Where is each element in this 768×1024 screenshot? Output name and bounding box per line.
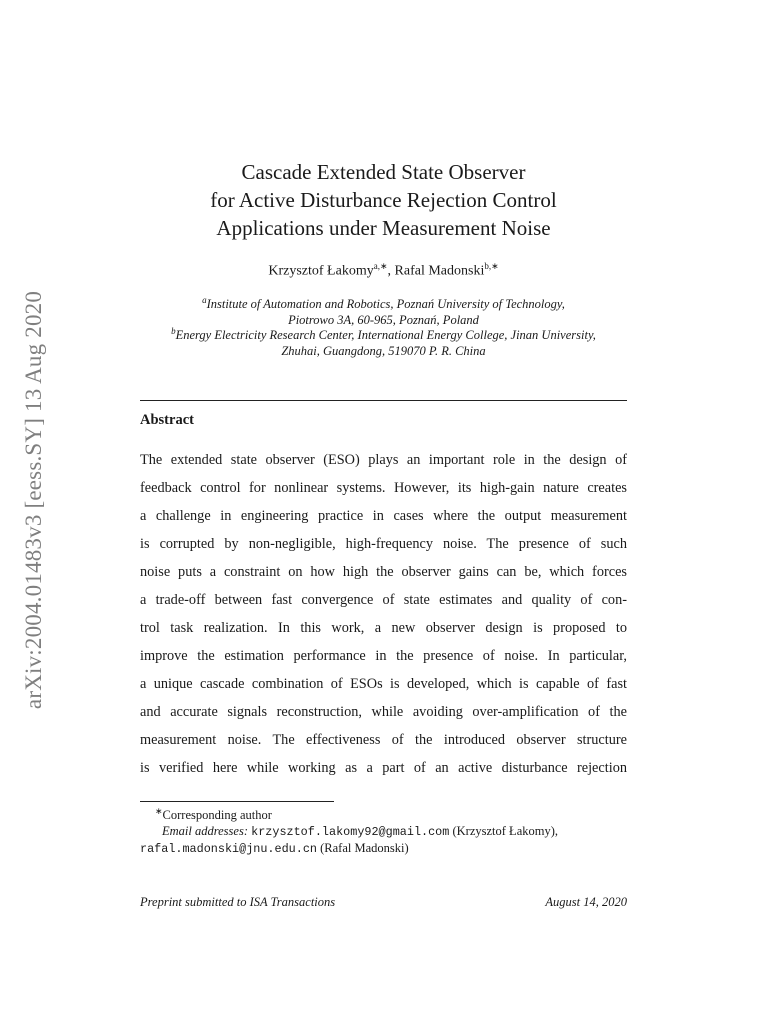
abstract-line: is verified here while working as a part of an active disturbance rejection (140, 760, 627, 776)
title-line-3: Applications under Measurement Noise (216, 216, 551, 240)
horizontal-rule (140, 400, 627, 401)
affiliation-mark: b (171, 326, 176, 336)
abstract-body (140, 446, 627, 782)
abstract-heading: Abstract (140, 412, 194, 428)
footnote (140, 803, 627, 857)
author-name: Rafal Madonski (394, 263, 485, 279)
abstract-line: noise puts a constraint on how high the observer gains can be, which forces (140, 564, 627, 580)
author-separator: , (387, 263, 395, 279)
email-owner: (Krzysztof Łakomy), (452, 824, 559, 839)
abstract-line: improve the estimation performance in the presence of noise. In particular, (140, 648, 627, 664)
footnote-rule (140, 801, 334, 802)
footnote-mark: ∗ (155, 806, 163, 816)
email-label: Email addresses: (162, 824, 248, 839)
abstract-line: feedback control for nonlinear systems. However, its high-gain nature creates (140, 480, 627, 496)
preprint-date: August 14, 2020 (545, 895, 627, 909)
abstract-line: is corrupted by non-negligible, high-frequency noise. The presence of such (140, 536, 627, 552)
abstract-line: and accurate signals reconstruction, while avoiding over-amplification of the (140, 704, 627, 720)
email-address-link[interactable]: krzysztof.lakomy92@gmail.com (251, 825, 450, 840)
abstract-line: a trade-off between fast convergence of state estimates and quality of con- (140, 592, 627, 608)
arxiv-identifier-stamp: arXiv:2004.01483v3 [eess.SY] 13 Aug 2020 (21, 290, 46, 710)
title-line-1: Cascade Extended State Observer (241, 160, 526, 184)
email-address-link[interactable]: rafal.madonski@jnu.edu.cn (140, 842, 317, 857)
author-list (140, 261, 627, 280)
abstract-line: measurement noise. The effectiveness of the introduced observer structure (140, 732, 627, 748)
abstract-line: a unique cascade combination of ESOs is developed, which is capable of fast (140, 676, 627, 692)
affiliation-b (140, 323, 627, 359)
affiliation-line: Institute of Automation and Robotics, Poznań University of Technology, (206, 297, 565, 312)
affiliation-line: Zhuhai, Guangdong, 519070 P. R. China (281, 344, 486, 359)
abstract-line: trol task realization. In this work, a new observer design is proposed to (140, 620, 627, 636)
preprint-note: Preprint submitted to ISA Transactions (140, 895, 336, 909)
affiliation-line: Piotrowo 3A, 60-965, Poznań, Poland (288, 313, 479, 328)
author-affiliation-mark: a,∗ (373, 261, 388, 271)
email-owner: (Rafal Madonski) (320, 841, 409, 856)
paper-title (140, 158, 627, 242)
abstract-line: The extended state observer (ESO) plays an important role in the design of (140, 452, 627, 468)
abstract-line: a challenge in engineering practice in cases where the output measurement (140, 508, 627, 524)
author-affiliation-mark: b,∗ (484, 261, 499, 271)
affiliation-mark: a (202, 295, 207, 305)
affiliation-line: Energy Electricity Research Center, International Energy College, Jinan University, (175, 328, 596, 343)
author-name: Krzysztof Łakomy (268, 263, 374, 279)
title-line-2: for Active Disturbance Rejection Control (210, 188, 557, 212)
corresponding-author-note: Corresponding author (162, 808, 272, 823)
